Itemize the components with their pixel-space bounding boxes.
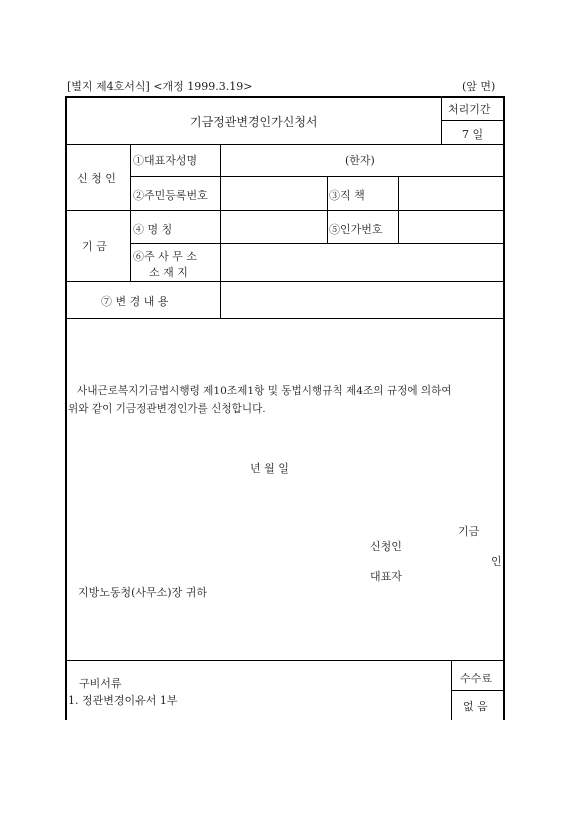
divider xyxy=(66,660,504,661)
resident-no-field[interactable] xyxy=(221,177,327,210)
page-side: (앞 면) xyxy=(462,80,496,93)
application-statement: 사내근로복지기금법시행령 제10조제1항 및 동법시행규칙 제4조의 규정에 의하여 xyxy=(77,385,452,397)
divider xyxy=(451,690,504,691)
rep-name-field[interactable] xyxy=(221,145,341,175)
approval-no-field[interactable] xyxy=(399,211,503,243)
divider xyxy=(130,144,131,281)
signature-seal: 인 xyxy=(491,555,502,568)
form-frame-top xyxy=(65,96,505,98)
fund-name-label: ④ 명 칭 xyxy=(133,223,173,236)
fee-value: 없 음 xyxy=(463,700,488,713)
documents-title: 구비서류 xyxy=(79,677,122,690)
rep-name-label: ①대표자성명 xyxy=(133,154,198,167)
change-content-field[interactable] xyxy=(221,282,503,318)
form-frame-left xyxy=(65,96,67,720)
approval-no-label: ⑤인가번호 xyxy=(329,223,383,236)
application-statement-cont: 위와 같이 기금정관변경인가를 신청합니다. xyxy=(68,403,266,415)
office-label-2: 소 재 지 xyxy=(149,266,188,279)
signature-representative: 대표자 xyxy=(370,570,402,583)
form-frame-right xyxy=(503,96,505,720)
office-label-1: ⑥주 사 무 소 xyxy=(133,250,197,263)
fund-section-label: 기 금 xyxy=(82,240,107,253)
change-content-label: ⑦ 변 경 내 용 xyxy=(101,295,169,308)
hanja-label: (한자) xyxy=(345,154,375,167)
position-label: ③직 책 xyxy=(329,189,365,202)
processing-value: 7 일 xyxy=(462,128,484,141)
position-field[interactable] xyxy=(399,177,503,210)
fund-name-field[interactable] xyxy=(221,211,327,243)
resident-no-label: ②주민등록번호 xyxy=(133,189,208,202)
form-id: [별지 제4호서식] <개정 1999.3.19> xyxy=(67,80,253,93)
signature-applicant: 신청인 xyxy=(370,540,402,553)
form-title: 기금정관변경인가신청서 xyxy=(190,115,318,129)
date-line: 년 월 일 xyxy=(250,462,289,475)
divider xyxy=(66,318,504,319)
signature-fund: 기금 xyxy=(458,525,480,538)
documents-item: 1. 정관변경이유서 1부 xyxy=(68,694,178,707)
processing-label: 처리기간 xyxy=(448,103,491,116)
applicant-section-label: 신 청 인 xyxy=(77,172,116,185)
divider xyxy=(441,120,504,121)
fee-label: 수수료 xyxy=(460,672,492,685)
office-address-field[interactable] xyxy=(221,244,503,281)
addressee: 지방노동청(사무소)장 귀하 xyxy=(78,586,207,599)
